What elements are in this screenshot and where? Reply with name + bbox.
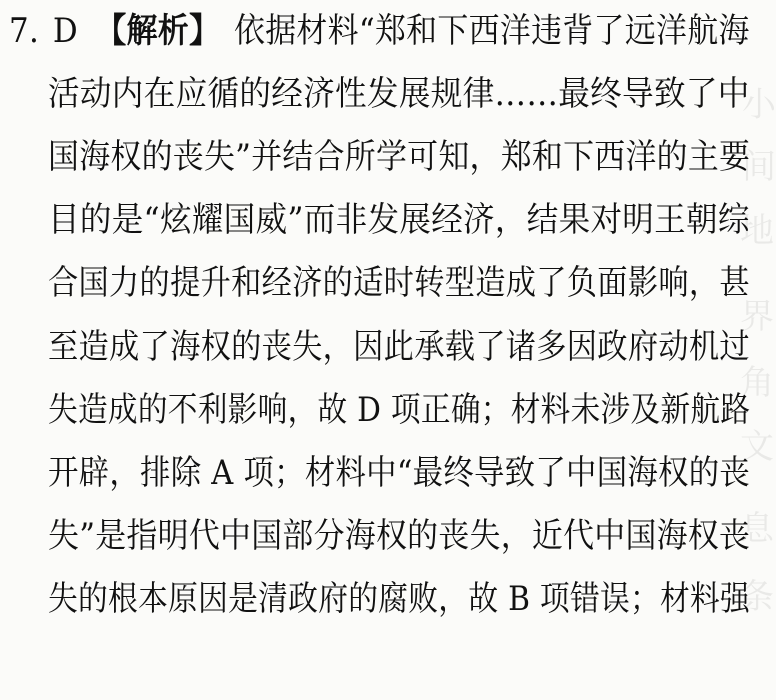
explanation-line-4: 目的是“炫耀国威”而非发展经济，结果对明王朝综 xyxy=(48,200,750,240)
explanation-text: 依据材料“郑和下西洋违背了远洋航海 xyxy=(233,11,750,51)
bleed-through-texture: 小 间 地 界 角 文 息 条 xyxy=(740,85,776,617)
answer-letter: D xyxy=(52,11,78,51)
explanation-line-6: 至造成了海权的丧失，因此承载了诸多因政府动机过 xyxy=(48,327,750,367)
explanation-line-7: 失造成的不利影响，故 D 项正确；材料未涉及新航路 xyxy=(48,390,751,430)
explanation-line-2: 活动内在应循的经济性发展规律……最终导致了中 xyxy=(48,74,750,114)
explanation-line-5: 合国力的提升和经济的适时转型造成了负面影响，甚 xyxy=(48,263,750,303)
explanation-line-3: 国海权的丧失”并结合所学可知，郑和下西洋的主要 xyxy=(48,137,751,177)
analysis-tag: 【解析】 xyxy=(95,11,221,51)
explanation-line-8: 开辟，排除 A 项；材料中“最终导致了中国海权的丧 xyxy=(48,453,751,493)
explanation-line-10: 失的根本原因是清政府的腐败，故 B 项错误；材料强 xyxy=(48,579,751,619)
question-number: 7. xyxy=(9,11,40,51)
explanation-line-9: 失”是指明代中国部分海权的丧失，近代中国海权丧 xyxy=(48,516,751,556)
explanation-line-1 xyxy=(9,11,750,51)
